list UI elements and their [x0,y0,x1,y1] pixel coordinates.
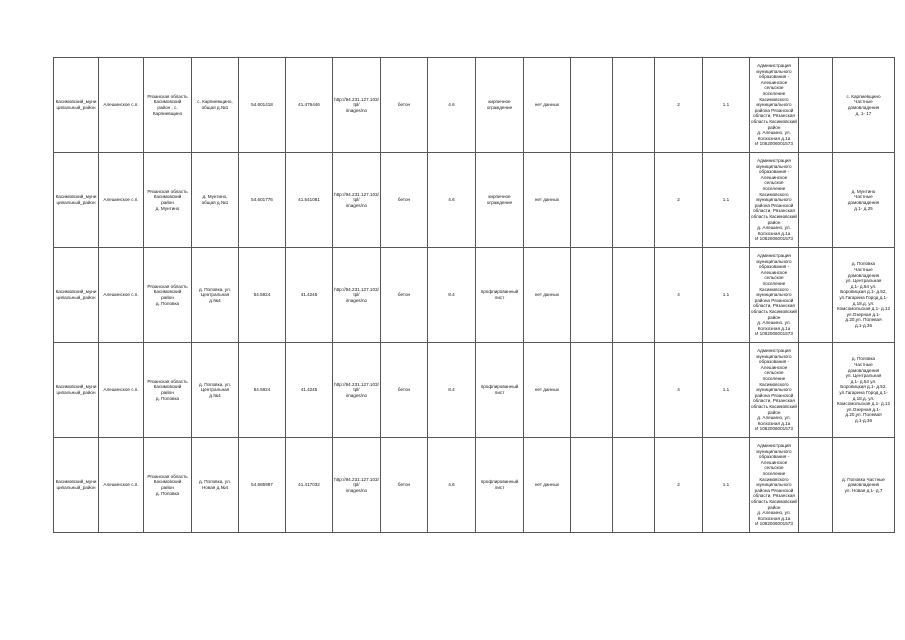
cell-settlement: Алешинское с.п. [99,248,144,343]
cell-locality: Рязанская область Касимовский район д. Мунтино [144,153,192,248]
cell-col-17 [799,438,833,533]
cell-longitude: 41.417032 [286,438,333,533]
cell-served-addresses: с. Карпиевщино Частные домовладения д. 1- 17 [833,58,895,153]
cell-container-count: 2 [655,58,703,153]
cell-locality: Рязанская область Касимовский район д. Поповка [144,343,192,438]
table-row [54,153,895,248]
cell-container-volume: 1.1 [703,343,750,438]
cell-col-13 [613,58,655,153]
cell-served-addresses: д. Поповка Частные домовладения ул. Центральная д.1- д.54 ул. Боровицкая д.1- д.52, ул.Гагарина Город д.1- д.18,д. ул. Комсомольская д.1- д.12 ул.Озерная д.1- д.20,ул. Полевая д.1-д.36 [833,248,895,343]
cell-col-17 [799,153,833,248]
cell-settlement: Алешинское с.п. [99,343,144,438]
table-row [54,248,895,343]
cell-col-13 [613,438,655,533]
cell-served-addresses: д. Мунтино Частные домовладения д.1- д.25 [833,153,895,248]
cell-col-13 [613,343,655,438]
cell-longitude: 41.476446 [286,58,333,153]
cell-photo-link: http://94.231.127.103/tpl/ images/no [333,343,381,438]
cell-area: 8.4 [428,343,476,438]
cell-container-volume: 1.1 [703,248,750,343]
cell-municipal-district: Касимовский_муни ципальный_район [54,343,99,438]
cell-col-12 [571,153,613,248]
cell-municipal-district: Касимовский_муни ципальный_район [54,248,99,343]
table-row [54,438,895,533]
cell-site-address: д. Поповка, ул. Центральная д.№4 [192,248,239,343]
cell-municipal-district: Касимовский_муни ципальный_район [54,438,99,533]
cell-container-count: 4 [655,248,703,343]
cell-owner: Администрация муниципального образования - Алешинское сельское поселение Касимовского муниципального района Рязанской области, Рязанская область Касимовский район д. Алешино, ул. Колхозная д.1а И 1062006001573 [750,343,799,438]
cell-fence-type: кирпичное ограждение [476,153,524,248]
cell-info: нет данных [524,58,571,153]
cell-owner: Администрация муниципального образования - Алешинское сельское поселение Касимовского муниципального района Рязанской области, Рязанская область Касимовский район д. Алешино, ул. Колхозная д.1а И 1062006001573 [750,58,799,153]
cell-container-volume: 1.1 [703,438,750,533]
cell-photo-link: http://94.231.127.103/tpl/ images/no [333,248,381,343]
table-row [54,343,895,438]
cell-fence-type: профлированный лист [476,343,524,438]
cell-site-address: д. Поповка, ул. Центральная д.№4 [192,343,239,438]
table-row [54,58,895,153]
cell-area: 4.6 [428,438,476,533]
cell-owner: Администрация муниципального образования - Алешинское сельское поселение Касимовского муниципального района Рязанской области, Рязанская область Касимовский район д. Алешино, ул. Колхозная д.1а И 1062006001573 [750,248,799,343]
cell-col-17 [799,343,833,438]
cell-fence-type: профлированный лист [476,248,524,343]
cell-info: нет данных [524,153,571,248]
cell-area: 4.6 [428,58,476,153]
cell-fence-type: кирпичное ограждение [476,58,524,153]
cell-container-volume: 1.1 [703,153,750,248]
cell-site-address: с. Карпиевщино, общая д.№1 [192,58,239,153]
cell-surface-type: бетон [381,248,428,343]
cell-photo-link: http://94.231.127.103/tpl/ images/no [333,438,381,533]
cell-municipal-district: Касимовский_муни ципальный_район [54,58,99,153]
cell-photo-link: http://94.231.127.103/tpl/ images/no [333,58,381,153]
cell-col-17 [799,58,833,153]
cell-area: 4.6 [428,153,476,248]
document-page [53,57,895,533]
cell-longitude: 41.4245 [286,248,333,343]
cell-surface-type: бетон [381,58,428,153]
cell-col-17 [799,248,833,343]
cell-owner: Администрация муниципального образования - Алешинское сельское поселение Касимовского муниципального района Рязанской области, Рязанская область Касимовский район д. Алешино, ул. Колхозная д.1а И 1062006001573 [750,153,799,248]
cell-surface-type: бетон [381,153,428,248]
cell-latitude: 54.5924 [239,248,286,343]
cell-municipal-district: Касимовский_муни ципальный_район [54,153,99,248]
cell-site-address: д. Поповка, ул. Новая д.№4 [192,438,239,533]
cell-latitude: 54.5924 [239,343,286,438]
cell-col-12 [571,248,613,343]
cell-longitude: 41.541081 [286,153,333,248]
cell-latitude: 54.601776 [239,153,286,248]
cell-surface-type: бетон [381,343,428,438]
cell-col-12 [571,58,613,153]
cell-surface-type: бетон [381,438,428,533]
cell-col-13 [613,153,655,248]
cell-container-count: 2 [655,153,703,248]
cell-locality: Рязанская область Касимовский район , с. Карпиевщино [144,58,192,153]
cell-info: нет данных [524,248,571,343]
cell-locality: Рязанская область Касимовский район д. Поповка [144,438,192,533]
cell-fence-type: профлированный лист [476,438,524,533]
cell-photo-link: http://94.231.127.103/tpl/ images/no [333,153,381,248]
cell-owner: Администрация муниципального образования - Алешинское сельское поселение Касимовского муниципального района Рязанской области, Рязанская область Касимовский район д. Алешино, ул. Колхозная д.1а И 1062006001573 [750,438,799,533]
cell-longitude: 41.4245 [286,343,333,438]
cell-col-12 [571,438,613,533]
cell-col-13 [613,248,655,343]
cell-settlement: Алешинское с.п. [99,153,144,248]
cell-served-addresses: д. Поповка Частные домовладения ул. Новая д.1- д.7 [833,438,895,533]
cell-col-12 [571,343,613,438]
cell-container-volume: 1.1 [703,58,750,153]
cell-area: 8.4 [428,248,476,343]
cell-latitude: 54.585997 [239,438,286,533]
cell-container-count: 2 [655,438,703,533]
waste-sites-table [53,57,895,533]
cell-served-addresses: д. Поповка Частные домовладения ул. Центральная д.1- д.54 ул. Боровицкая д.1- д.52, ул.Гагарина Город д.1- д.18,д. ул. Комсомольская д.1- д.12 ул.Озерная д.1- д.20,ул. Полевая д.1-д.36 [833,343,895,438]
cell-settlement: Алешинское с.п. [99,58,144,153]
cell-info: нет данных [524,438,571,533]
cell-container-count: 4 [655,343,703,438]
cell-latitude: 54.601418 [239,58,286,153]
cell-site-address: д. Мунтино, общая д.№1 [192,153,239,248]
cell-locality: Рязанская область Касимовский район д. Поповка [144,248,192,343]
cell-info: нет данных [524,343,571,438]
cell-settlement: Алешинское с.п. [99,438,144,533]
